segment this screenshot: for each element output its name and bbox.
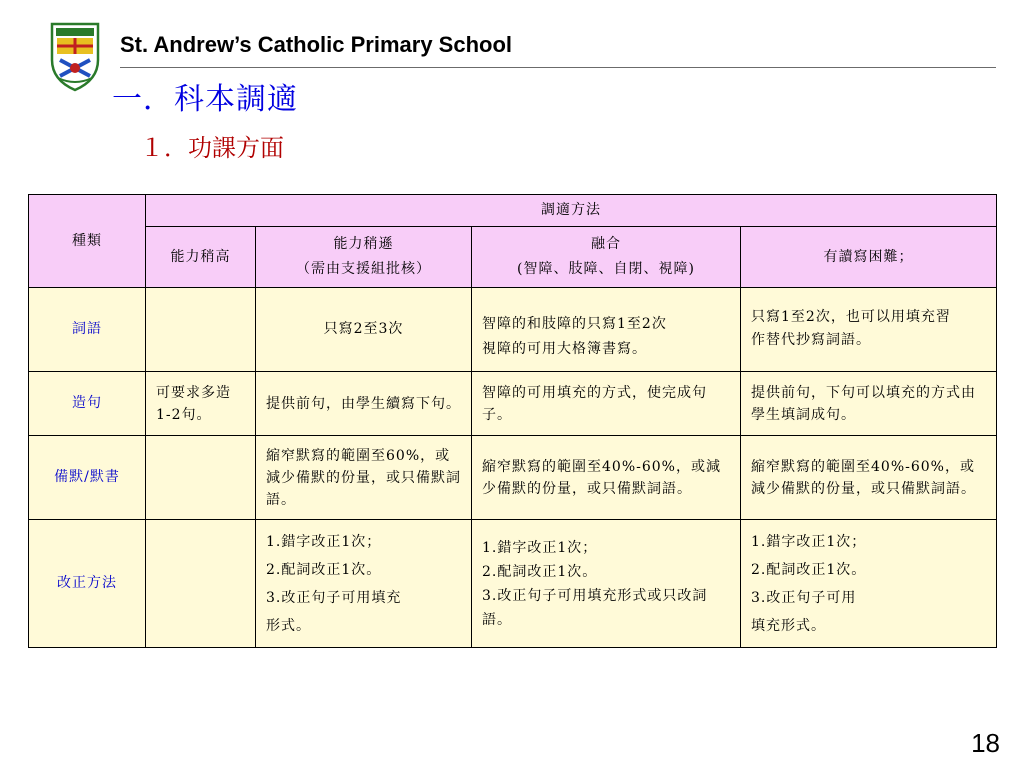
cell-line: 智障的和肢障的只寫1至2次 [482, 315, 667, 332]
column-header-line: 能力稍高 [170, 248, 231, 265]
school-crest-icon [48, 20, 102, 92]
table-row [29, 372, 997, 436]
table-cell [146, 288, 256, 372]
table-cell [256, 288, 472, 372]
table-cell [146, 520, 256, 648]
column-header-line: 融合 [591, 236, 621, 252]
table-cell: 縮窄默寫的範圍至40%-60%，或減少備默的份量，或只備默詞語。 [472, 436, 741, 520]
cell-line: 1.錯字改正1次； [751, 533, 867, 550]
cell-line: 3.改正句子可用填充形式或只改詞語。 [482, 587, 708, 628]
table-cell: 提供前句，由學生續寫下句。 [256, 372, 472, 436]
adaptation-table [28, 194, 997, 648]
table-cell: 智障的可用填充的方式，使完成句子。 [472, 372, 741, 436]
row-category: 備默/默書 [29, 436, 146, 520]
table-cell: 縮窄默寫的範圍至60%，或減少備默的份量，或只備默詞語。 [256, 436, 472, 520]
table-cell [472, 288, 741, 372]
cell-line: 1.錯字改正1次； [266, 533, 382, 550]
table-cell [256, 520, 472, 648]
page-title: 一．科本調適 [112, 82, 298, 117]
column-header-reading-writing-difficulty [741, 227, 997, 288]
table-cell [146, 436, 256, 520]
cell-line: 2.配詞改正1次。 [751, 561, 867, 578]
table-cell [741, 520, 997, 648]
method-header: 調適方法 [146, 195, 997, 227]
row-category: 造句 [29, 372, 146, 436]
table-row [29, 520, 997, 648]
column-header-lower-ability [256, 227, 472, 288]
school-name: St. Andrew’s Catholic Primary School [120, 32, 513, 57]
cell-line: 1.錯字改正1次； [482, 539, 598, 556]
column-header-line: 有讀寫困難； [823, 248, 914, 265]
cell-line: 只寫1至2次，也可以用填充習 [751, 308, 951, 325]
cell-line: 只寫2至3次 [323, 321, 404, 337]
type-header: 種類 [29, 195, 146, 288]
table-cell: 提供前句，下句可以填充的方式由學生填詞成句。 [741, 372, 997, 436]
cell-line: 作替代抄寫詞語。 [751, 331, 871, 348]
header-divider [120, 67, 996, 68]
table-cell [472, 520, 741, 648]
page-number: 18 [971, 728, 1000, 758]
table-row [29, 288, 997, 372]
column-header-line: 能力稍遜 [333, 236, 394, 252]
cell-line: 3.改正句子可用 [751, 589, 857, 606]
table-cell [741, 288, 997, 372]
row-category: 改正方法 [29, 520, 146, 648]
table-row [29, 436, 997, 520]
column-header-higher-ability [146, 227, 256, 288]
cell-line: 3.改正句子可用填充 [266, 589, 402, 606]
cell-line: 形式。 [266, 617, 311, 634]
column-header-note: (智障、肢障、自閉、視障) [517, 261, 695, 277]
table-cell: 縮窄默寫的範圍至40%-60%，或減少備默的份量，或只備默詞語。 [741, 436, 997, 520]
cell-line: 2.配詞改正1次。 [482, 563, 598, 580]
column-header-note: （需由支援組批核） [296, 261, 431, 277]
page-subtitle: １．功課方面 [140, 134, 284, 162]
cell-line: 視障的可用大格簿書寫。 [482, 340, 647, 357]
cell-line: 2.配詞改正1次。 [266, 561, 382, 578]
table-cell: 可要求多造1-2句。 [146, 372, 256, 436]
row-category: 詞語 [29, 288, 146, 372]
column-header-integrated [472, 227, 741, 288]
cell-line: 填充形式。 [751, 617, 826, 634]
